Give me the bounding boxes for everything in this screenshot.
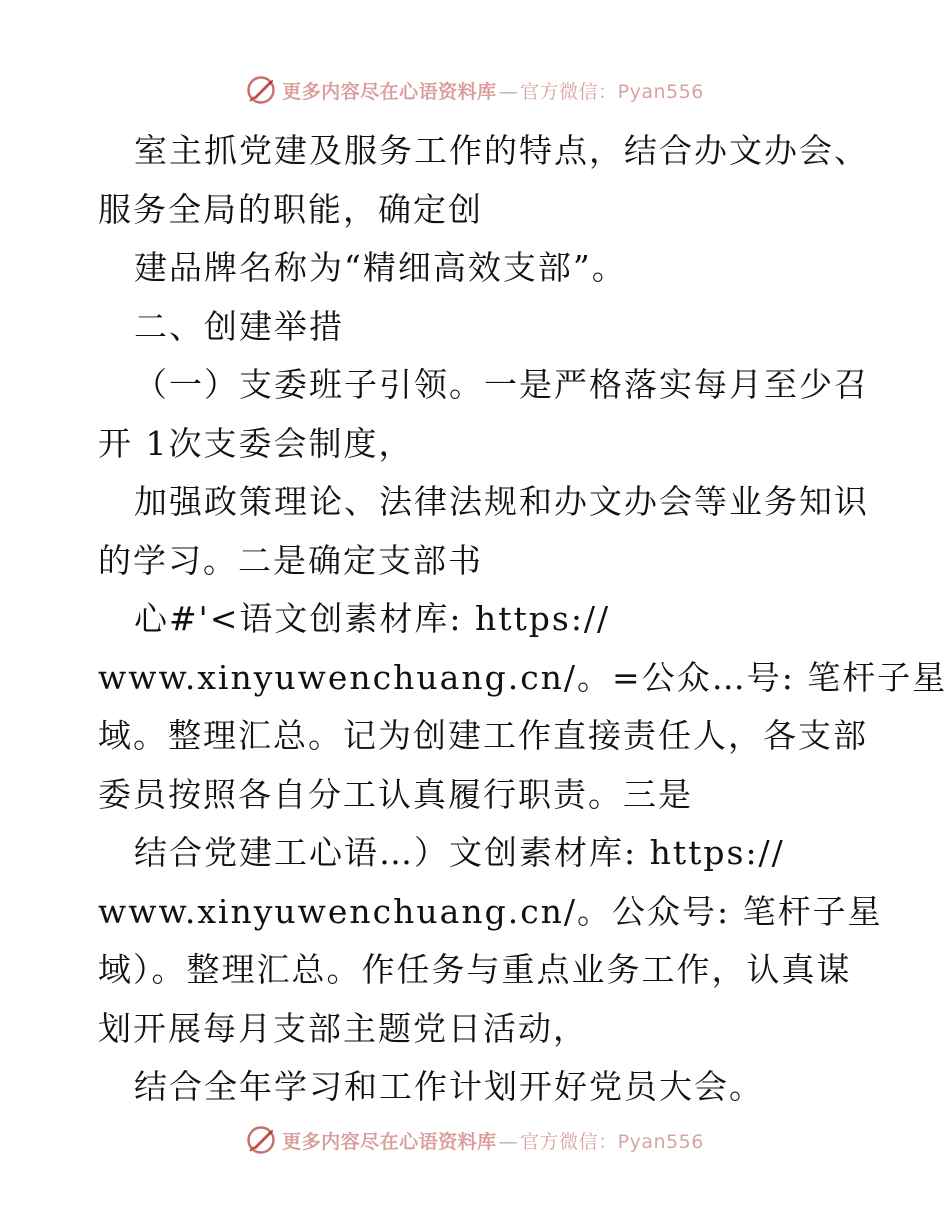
body-line: www.xinyuwenchuang.cn/。公众号: 笔杆子星	[98, 891, 883, 931]
section-heading: 二、创建举措	[134, 306, 344, 346]
body-line: 域）。整理汇总。作任务与重点业务工作，认真谋	[98, 950, 852, 989]
watermark-main-text: 更多内容尽在心语资料库	[282, 80, 497, 103]
watermark-suffix: 官方微信：Pyan556	[520, 1130, 704, 1153]
body-line: 建品牌名称为“精细高效支部”。	[134, 248, 627, 287]
body-line: 划开展每月支部主题党日活动，	[98, 1008, 588, 1048]
body-line: 的学习。二是确定支部书	[98, 540, 483, 580]
body-line: 服务全局的职能，确定创	[98, 189, 483, 229]
watermark-suffix: 官方微信：Pyan556	[520, 80, 704, 103]
body-line: 开 1次支委会制度，	[98, 423, 414, 463]
watermark-main-text: 更多内容尽在心语资料库	[282, 1130, 497, 1153]
body-line: 结合全年学习和工作计划开好党员大会。	[134, 1067, 764, 1106]
body-line: 室主抓党建及服务工作的特点，结合办文办会、	[134, 131, 869, 170]
body-line: 域。整理汇总。记为创建工作直接责任人，各支部	[98, 716, 868, 755]
feather-pen-logo-icon	[246, 1125, 276, 1155]
body-line: 加强政策理论、法律法规和办文办会等业务知识	[134, 482, 869, 521]
watermark-separator: —	[498, 80, 519, 103]
header-watermark	[0, 73, 950, 107]
body-line: www.xinyuwenchuang.cn/。=公众…号: 笔杆子星	[98, 657, 948, 697]
document-body	[98, 122, 948, 1117]
body-line: （一）支委班子引领。一是严格落实每月至少召	[134, 365, 869, 404]
body-line: 心#'<语文创素材库: https://	[134, 599, 611, 638]
feather-pen-logo-icon	[246, 75, 276, 105]
watermark-separator: —	[498, 1130, 519, 1153]
body-line: 结合党建工心语…）文创素材库: https://	[134, 833, 785, 872]
body-line: 委员按照各自分工认真履行职责。三是	[98, 774, 693, 814]
footer-watermark	[0, 1123, 950, 1157]
